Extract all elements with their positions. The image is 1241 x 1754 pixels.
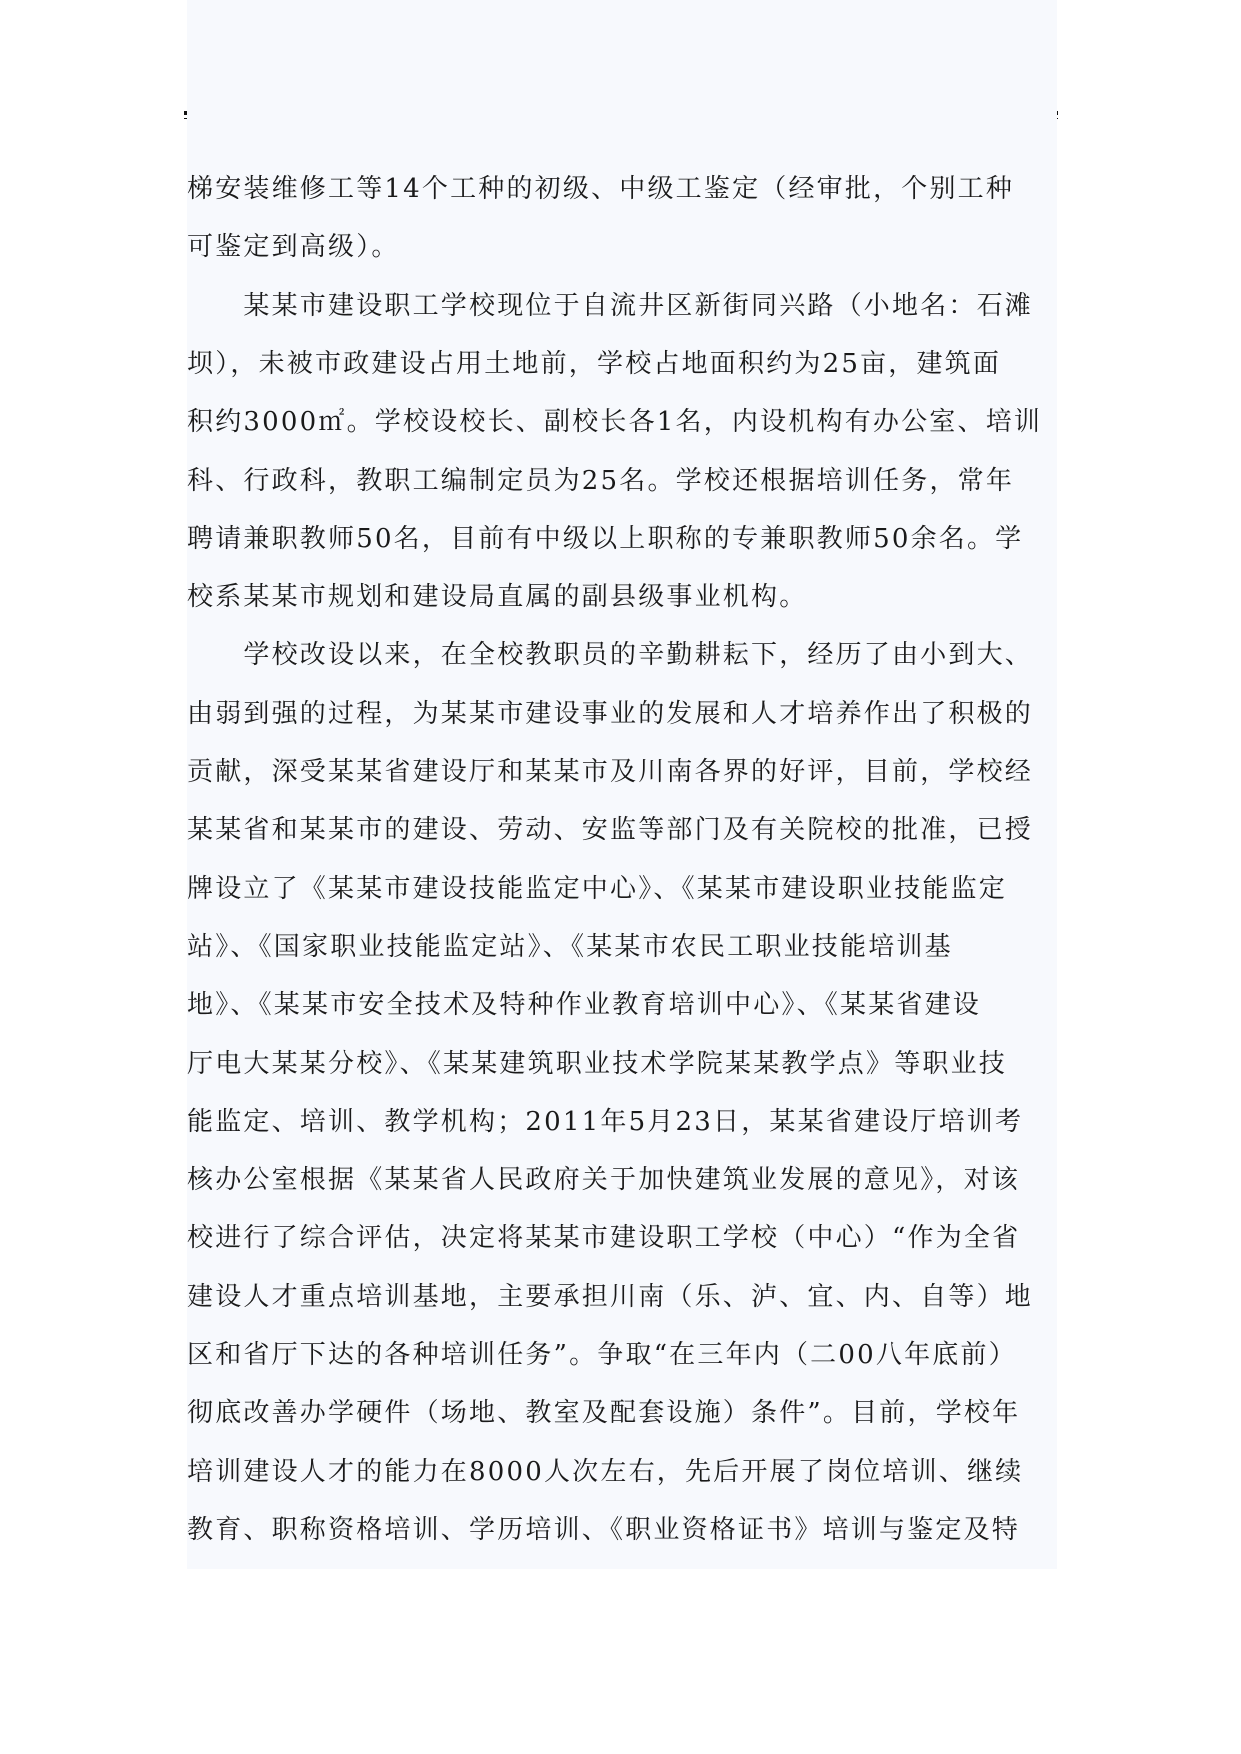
text-line: 站》、《国家职业技能监定站》、《某某市农民工职业技能培训基: [187, 931, 953, 962]
text-line: 梯安装维修工等14个工种的初级、中级工鉴定（经审批，个别工种: [187, 174, 1015, 204]
text-line: 由弱到强的过程，为某某市建设事业的发展和人才培养作出了积极的: [187, 698, 1034, 729]
text-line: 牌设立了《某某市建设技能监定中心》、《某某市建设职业技能监定: [187, 873, 1008, 904]
text-line: 区和省厅下达的各种培训任务”。争取“在三年内（二00八年底前）: [187, 1340, 1017, 1370]
text-line: 校系某某市规划和建设局直属的副县级事业机构。: [187, 582, 808, 613]
text-line: 某某市建设职工学校现位于自流井区新街同兴路（小地名：石滩: [187, 290, 1034, 321]
text-line: 培训建设人才的能力在8000人次左右，先后开展了岗位培训、继续: [187, 1456, 1024, 1487]
text-line: 校进行了综合评估，决定将某某市建设职工学校（中心）“作为全省: [187, 1223, 1021, 1254]
text-line: 彻底改善办学硬件（场地、教室及配套设施）条件”。目前，学校年: [187, 1398, 1021, 1429]
text-line: 可鉴定到高级）。: [187, 232, 400, 263]
text-line: 学校改设以来，在全校教职员的辛勤耕耘下，经历了由小到大、: [187, 640, 1034, 671]
text-line: 建设人才重点培训基地，主要承担川南（乐、泸、宜、内、自等）地: [187, 1281, 1034, 1312]
text-line: 科、行政科，教职工编制定员为25名。学校还根据培训任务，常年: [187, 465, 1015, 496]
text-line: 教育、职称资格培训、学历培训、《职业资格证书》培训与鉴定及特: [187, 1514, 1021, 1545]
text-line: 聘请兼职教师50名，目前有中级以上职称的专兼职教师50余名。学: [187, 523, 1024, 554]
text-line: 贡献，深受某某省建设厅和某某市及川南各界的好评，目前，学校经: [187, 757, 1034, 787]
text-line: 积约3000㎡。学校设校长、副校长各1名，内设机构有办公室、培训: [187, 407, 1043, 438]
text-line: 地》、《某某市安全技术及特种作业教育培训中心》、《某某省建设: [187, 990, 982, 1021]
text-line: 核办公室根据《某某省人民政府关于加快建筑业发展的意见》，对该: [187, 1165, 1021, 1196]
text-line: 坝），未被市政建设占用土地前，学校占地面积约为25亩，建筑面: [187, 348, 1002, 379]
text-line: 厅电大某某分校》、《某某建筑职业技术学院某某教学点》等职业技: [187, 1048, 1008, 1079]
text-line: 能监定、培训、教学机构；2011年5月23日，某某省建设厅培训考: [187, 1106, 1024, 1137]
text-line: 某某省和某某市的建设、劳动、安监等部门及有关院校的批准，已授: [187, 815, 1034, 846]
document-body: [187, 0, 1057, 1569]
